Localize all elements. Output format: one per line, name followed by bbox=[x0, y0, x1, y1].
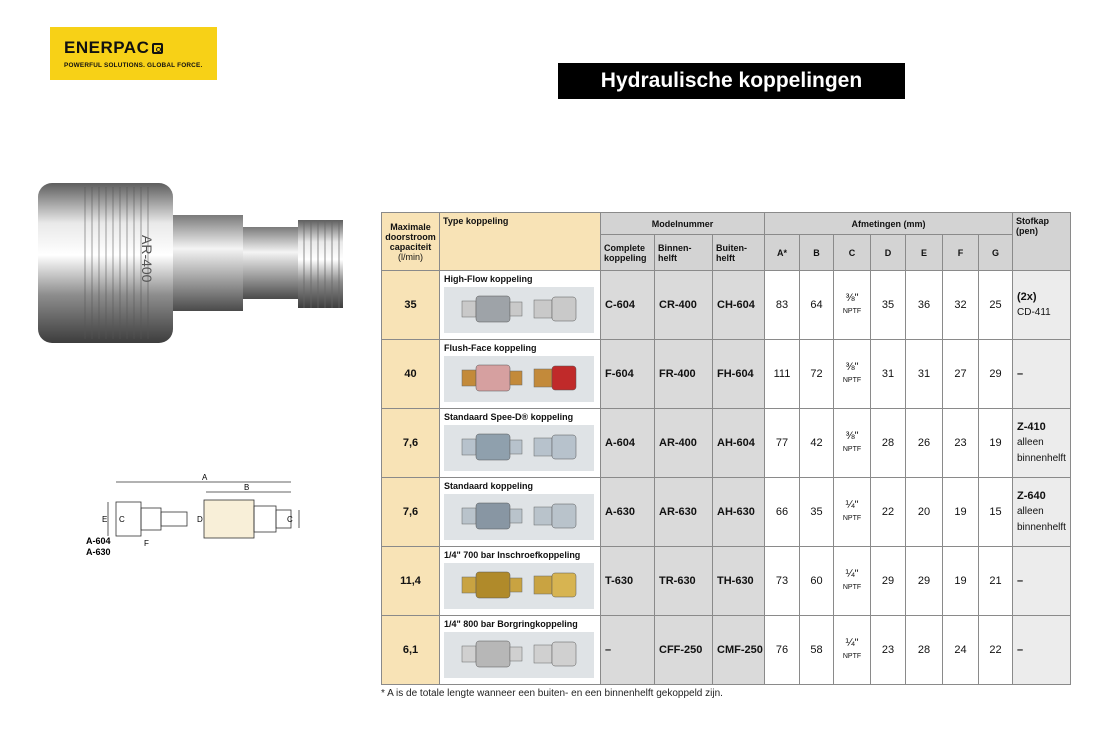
cell-dim-e: 28 bbox=[906, 616, 943, 685]
cell-dim-e: 20 bbox=[906, 478, 943, 547]
cell-dim-g: 21 bbox=[979, 547, 1013, 616]
cell-dim-f: 23 bbox=[943, 409, 979, 478]
logo-tagline: POWERFUL SOLUTIONS. GLOBAL FORCE. bbox=[64, 62, 203, 69]
cell-dim-e: 29 bbox=[906, 547, 943, 616]
coupling-thumbnail bbox=[444, 425, 594, 471]
cell-dim-e: 31 bbox=[906, 340, 943, 409]
dim-c-value: ⅜" bbox=[845, 292, 859, 304]
header-flow-unit: (l/min) bbox=[398, 251, 423, 262]
type-name: 1/4" 800 bar Borgringkoppeling bbox=[444, 619, 578, 629]
cell-outer: AH-630 bbox=[713, 478, 765, 547]
header-flow-label: Maximale doorstroom capaciteit bbox=[385, 221, 436, 252]
label-d: D bbox=[197, 515, 203, 524]
cell-type bbox=[440, 340, 601, 409]
cell-complete: – bbox=[601, 616, 655, 685]
cell-inner: CFF-250 bbox=[655, 616, 713, 685]
type-name: Standaard koppeling bbox=[444, 481, 534, 491]
dim-c-value: ¼" bbox=[845, 637, 859, 649]
dust-sub: alleen binnenhelft bbox=[1017, 437, 1066, 464]
cell-dim-c bbox=[834, 616, 871, 685]
type-name: 1/4" 700 bar Inschroefkoppeling bbox=[444, 550, 581, 560]
logo-name: ENERPAC bbox=[64, 38, 150, 57]
dim-c-unit: NPTF bbox=[842, 584, 862, 591]
dim-c-unit: NPTF bbox=[842, 653, 862, 660]
coupling-photo bbox=[30, 175, 350, 350]
header-outer: Buiten-helft bbox=[713, 235, 765, 271]
dust-value: – bbox=[1017, 368, 1024, 380]
type-name: Standaard Spee-D® koppeling bbox=[444, 412, 574, 422]
cell-dim-d: 31 bbox=[871, 340, 906, 409]
dim-c-unit: NPTF bbox=[842, 308, 862, 315]
cell-complete: A-604 bbox=[601, 409, 655, 478]
cell-dim-c bbox=[834, 409, 871, 478]
dust-value: – bbox=[1017, 575, 1024, 587]
cell-flow: 7,6 bbox=[382, 409, 440, 478]
logo-mark-icon bbox=[152, 43, 163, 54]
dimension-diagram bbox=[86, 472, 306, 562]
cell-complete: A-630 bbox=[601, 478, 655, 547]
cell-dim-f: 19 bbox=[943, 547, 979, 616]
engraving-text: AR-400 bbox=[139, 235, 155, 283]
cell-flow: 6,1 bbox=[382, 616, 440, 685]
cell-flow: 7,6 bbox=[382, 478, 440, 547]
header-type: Type koppeling bbox=[440, 213, 601, 271]
coupling-thread bbox=[298, 220, 343, 308]
cell-dim-a: 73 bbox=[765, 547, 800, 616]
cell-dim-a: 83 bbox=[765, 271, 800, 340]
cell-dim-a: 77 bbox=[765, 409, 800, 478]
cell-complete: F-604 bbox=[601, 340, 655, 409]
cell-dust bbox=[1013, 478, 1071, 547]
cell-dim-g: 22 bbox=[979, 616, 1013, 685]
header-dims-group: Afmetingen (mm) bbox=[765, 213, 1013, 235]
cell-dim-d: 35 bbox=[871, 271, 906, 340]
cell-inner: AR-630 bbox=[655, 478, 713, 547]
dust-sub: CD-411 bbox=[1017, 307, 1051, 318]
cell-type bbox=[440, 616, 601, 685]
cell-complete: T-630 bbox=[601, 547, 655, 616]
cell-dim-a: 76 bbox=[765, 616, 800, 685]
coupling-thumbnail bbox=[444, 632, 594, 678]
type-name: Flush-Face koppeling bbox=[444, 343, 537, 353]
dust-value: (2x) bbox=[1017, 291, 1037, 303]
cell-outer: FH-604 bbox=[713, 340, 765, 409]
cell-dim-b: 72 bbox=[800, 340, 834, 409]
cell-inner: FR-400 bbox=[655, 340, 713, 409]
cell-dust bbox=[1013, 547, 1071, 616]
cell-dim-c bbox=[834, 340, 871, 409]
cell-type bbox=[440, 547, 601, 616]
cell-dust bbox=[1013, 616, 1071, 685]
header-flow bbox=[382, 213, 440, 271]
type-name: High-Flow koppeling bbox=[444, 274, 533, 284]
dim-c-unit: NPTF bbox=[842, 377, 862, 384]
cell-dim-f: 24 bbox=[943, 616, 979, 685]
header-dim-b: B bbox=[800, 235, 834, 271]
cell-dim-c bbox=[834, 478, 871, 547]
cell-inner: CR-400 bbox=[655, 271, 713, 340]
cell-dim-f: 19 bbox=[943, 478, 979, 547]
cell-flow: 40 bbox=[382, 340, 440, 409]
cell-type bbox=[440, 271, 601, 340]
cell-dim-b: 64 bbox=[800, 271, 834, 340]
coupling-neck bbox=[173, 215, 243, 311]
dim-c-unit: NPTF bbox=[842, 446, 862, 453]
cell-type bbox=[440, 478, 601, 547]
dim-c-value: ⅜" bbox=[845, 361, 859, 373]
cell-dim-b: 58 bbox=[800, 616, 834, 685]
cell-dim-g: 19 bbox=[979, 409, 1013, 478]
cell-outer: AH-604 bbox=[713, 409, 765, 478]
cell-complete: C-604 bbox=[601, 271, 655, 340]
header-dust: Stofkap (pen) bbox=[1013, 213, 1071, 271]
table-row bbox=[382, 409, 1071, 478]
header-complete: Complete koppeling bbox=[601, 235, 655, 271]
coupling-spec-table bbox=[381, 212, 1071, 685]
table-row bbox=[382, 340, 1071, 409]
cell-outer: CMF-250 bbox=[713, 616, 765, 685]
cell-dim-a: 111 bbox=[765, 340, 800, 409]
cell-flow: 11,4 bbox=[382, 547, 440, 616]
page-title: Hydraulische koppelingen bbox=[558, 63, 905, 99]
header-dim-f: F bbox=[943, 235, 979, 271]
cell-dim-d: 28 bbox=[871, 409, 906, 478]
dim-c-value: ¼" bbox=[845, 499, 859, 511]
dust-value: Z-410 bbox=[1017, 421, 1046, 433]
table-row bbox=[382, 271, 1071, 340]
diagram-model-1: A-604 bbox=[86, 536, 111, 546]
enerpac-logo bbox=[50, 27, 217, 80]
cell-dim-d: 23 bbox=[871, 616, 906, 685]
cell-dust bbox=[1013, 271, 1071, 340]
cell-dim-e: 36 bbox=[906, 271, 943, 340]
dust-sub: alleen binnenhelft bbox=[1017, 506, 1066, 533]
cell-dim-f: 27 bbox=[943, 340, 979, 409]
label-c: C bbox=[119, 515, 125, 524]
cell-inner: TR-630 bbox=[655, 547, 713, 616]
cell-dim-a: 66 bbox=[765, 478, 800, 547]
dim-c-unit: NPTF bbox=[842, 515, 862, 522]
header-model-group: Modelnummer bbox=[601, 213, 765, 235]
cell-dim-b: 42 bbox=[800, 409, 834, 478]
coupling-thumbnail bbox=[444, 563, 594, 609]
table-row bbox=[382, 616, 1071, 685]
label-b: B bbox=[244, 483, 250, 492]
footnote: * A is de totale lengte wanneer een buiten- en een binnenhelft gekoppeld zijn. bbox=[381, 688, 723, 699]
cell-dim-e: 26 bbox=[906, 409, 943, 478]
coupling-thumbnail bbox=[444, 356, 594, 402]
label-a: A bbox=[202, 473, 208, 482]
coupling-thumbnail bbox=[444, 287, 594, 333]
header-dim-e: E bbox=[906, 235, 943, 271]
header-dim-g: G bbox=[979, 235, 1013, 271]
cell-dim-d: 22 bbox=[871, 478, 906, 547]
label-f: F bbox=[144, 539, 149, 548]
cell-dim-g: 29 bbox=[979, 340, 1013, 409]
dim-c-value: ⅜" bbox=[845, 430, 859, 442]
cell-outer: TH-630 bbox=[713, 547, 765, 616]
cell-dim-f: 32 bbox=[943, 271, 979, 340]
header-dim-d: D bbox=[871, 235, 906, 271]
cell-dim-d: 29 bbox=[871, 547, 906, 616]
cell-dust bbox=[1013, 409, 1071, 478]
cell-dim-g: 15 bbox=[979, 478, 1013, 547]
diagram-model-2: A-630 bbox=[86, 547, 111, 557]
dim-c-value: ¼" bbox=[845, 568, 859, 580]
header-dim-c: C bbox=[834, 235, 871, 271]
cell-inner: AR-400 bbox=[655, 409, 713, 478]
header-inner: Binnen-helft bbox=[655, 235, 713, 271]
header-dim-a: A* bbox=[765, 235, 800, 271]
dust-value: Z-640 bbox=[1017, 490, 1046, 502]
cell-dust bbox=[1013, 340, 1071, 409]
table-row bbox=[382, 547, 1071, 616]
cell-flow: 35 bbox=[382, 271, 440, 340]
coupling-nut bbox=[243, 227, 298, 299]
logo-brand bbox=[64, 38, 217, 58]
cell-dim-b: 35 bbox=[800, 478, 834, 547]
cell-type bbox=[440, 409, 601, 478]
cell-dim-g: 25 bbox=[979, 271, 1013, 340]
cell-dim-c bbox=[834, 547, 871, 616]
cell-dim-b: 60 bbox=[800, 547, 834, 616]
coupling-thumbnail bbox=[444, 494, 594, 540]
table-row bbox=[382, 478, 1071, 547]
dust-value: – bbox=[1017, 644, 1024, 656]
label-c-right: C bbox=[287, 515, 293, 524]
label-e: E bbox=[102, 515, 108, 524]
cell-outer: CH-604 bbox=[713, 271, 765, 340]
cell-dim-c bbox=[834, 271, 871, 340]
